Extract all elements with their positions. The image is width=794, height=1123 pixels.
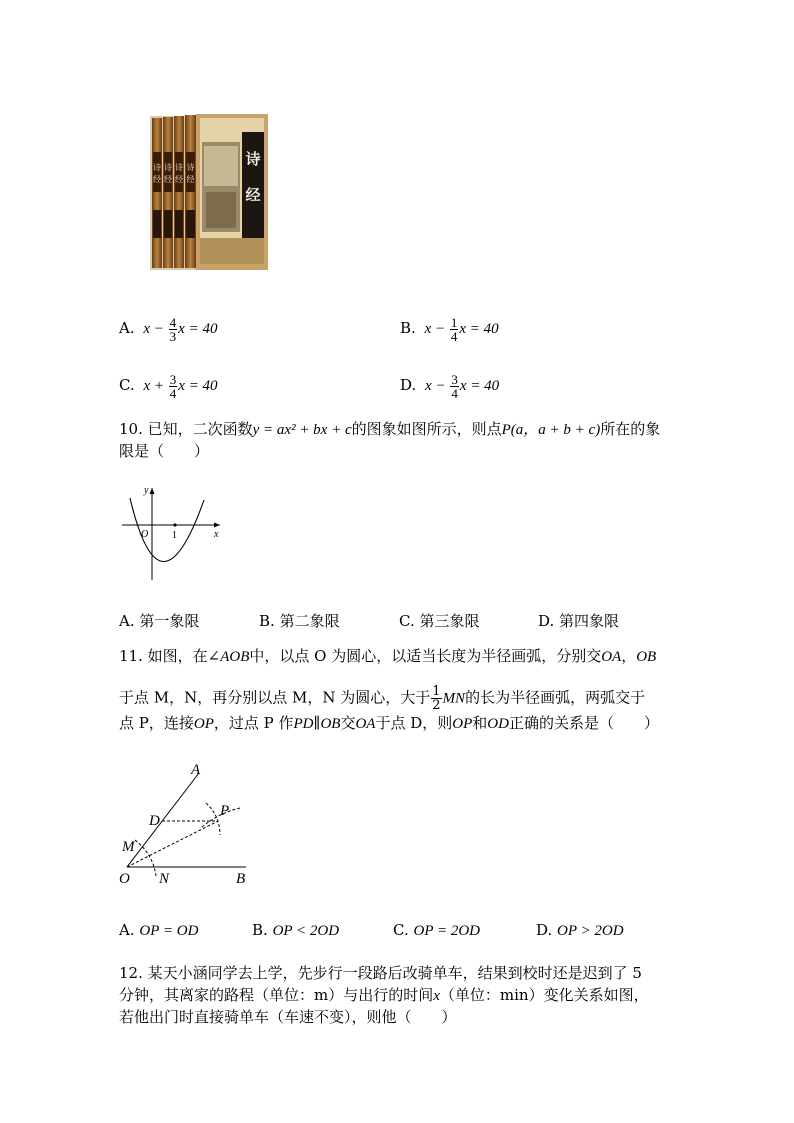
option-label: C. [393, 921, 409, 939]
y-axis-arrow-icon [150, 488, 155, 494]
q11-text: 中，以点 O 为圆心，以适当长度为半径画弧，分别交 [249, 647, 602, 665]
label-a: A [191, 762, 201, 778]
q11-math: MN [442, 690, 466, 707]
q9-option-b[interactable] [400, 316, 499, 343]
segment-op [127, 821, 218, 867]
book-set-image [148, 112, 270, 272]
q10-text: 10. 已知，二次函数 [119, 420, 253, 438]
q11-math: ∠AOB [207, 649, 250, 665]
q11-text: 于点 M，N，再分别以点 M，N 为圆心，大于 [119, 688, 431, 707]
q10-option-a[interactable] [119, 610, 199, 631]
q10-function: y = ax² + bx + c [252, 422, 352, 438]
q11-option-a[interactable] [119, 921, 198, 940]
q11-text: 正确的关系是（ ） [508, 714, 659, 732]
arc-from-m [206, 803, 220, 835]
book-spines [152, 115, 196, 268]
option-text: OP > 2OD [557, 923, 624, 939]
label-d: D [149, 813, 160, 829]
option-text: 第三象限 [419, 612, 480, 630]
q11-stem-line1 [119, 649, 656, 665]
tick-1-point [173, 523, 176, 526]
q10-option-b[interactable] [259, 610, 340, 631]
spine-text-2: 经 [153, 175, 161, 184]
option-expr-pre: x − [424, 320, 449, 337]
option-text: 第四象限 [559, 612, 620, 630]
frac-den: 2 [432, 698, 441, 713]
q11-option-d[interactable] [536, 921, 624, 940]
q11-stem-line2 [119, 685, 645, 712]
tick-label-1: 1 [172, 530, 177, 541]
frac-den: 4 [451, 386, 458, 401]
option-label: C. [399, 612, 415, 630]
option-label: A. [119, 318, 135, 337]
q10-point: P(a，a + b + c) [501, 422, 601, 438]
q11-text: 的长为半径画弧，两弧交于 [465, 688, 646, 707]
q12-stem-line3: 若他出门时直接骑单车（车速不变），则他（ ） [119, 1008, 457, 1026]
option-text: OP = OD [139, 923, 199, 939]
option-label: D. [536, 921, 553, 939]
q9-option-c[interactable] [119, 373, 218, 400]
q11-option-b[interactable] [252, 921, 339, 940]
frac-num: 3 [169, 372, 177, 387]
option-text: OP < 2OD [272, 923, 340, 939]
q11-math: PD∥OB [293, 716, 341, 732]
q11-text: 交 [340, 714, 356, 732]
option-expr-post: x = 40 [178, 377, 218, 394]
q11-text: ， [621, 647, 637, 665]
option-label: A. [119, 612, 135, 630]
origin-label: O [141, 529, 149, 540]
q11-math: OP [452, 716, 473, 732]
q12-text: （单位：min）变化关系如图， [439, 986, 649, 1004]
q11-math: OB [636, 649, 657, 665]
q11-option-c[interactable] [393, 921, 480, 940]
q9-option-d[interactable] [400, 373, 499, 400]
frac-num: 1 [432, 684, 441, 699]
q11-angle-construction-figure [116, 758, 261, 890]
cover-title-2: 经 [245, 188, 261, 204]
label-m: M [122, 839, 135, 855]
q12-stem-line2 [119, 988, 649, 1004]
spine-text-1: 诗 [153, 163, 161, 172]
q11-text: 点 P，连接 [119, 714, 194, 732]
q10-option-c[interactable] [399, 610, 480, 631]
label-b: B [236, 871, 246, 887]
frac-num: 3 [451, 372, 458, 387]
frac-num: 4 [169, 315, 177, 330]
q11-text: ，过点 P 作 [213, 714, 294, 732]
option-label: D. [538, 612, 555, 630]
option-label: B. [259, 612, 275, 630]
option-text: OP = 2OD [413, 923, 481, 939]
q11-math: OD [487, 716, 509, 732]
frac-den: 3 [169, 329, 177, 344]
label-n: N [159, 871, 170, 887]
q11-math: OA [601, 649, 622, 665]
q10-parabola-graph [118, 484, 228, 584]
q12-text: 分钟，其离家的路程（单位：m）与出行的时间 [119, 986, 434, 1004]
x-axis-arrow-icon [214, 523, 220, 528]
q10-option-d[interactable] [538, 610, 619, 631]
option-label: B. [252, 921, 268, 939]
spine-text-3: 诗 [164, 163, 172, 172]
y-axis-label: y [144, 485, 149, 496]
q11-text: 和 [472, 714, 488, 732]
q11-text: 于点 D，则 [375, 714, 453, 732]
option-label: B. [400, 318, 416, 337]
q12-math: x [433, 988, 440, 1004]
option-label: C. [119, 375, 135, 394]
q10-stem-line1 [119, 422, 660, 438]
q9-option-a[interactable] [119, 316, 217, 343]
cover-title-1: 诗 [245, 152, 261, 168]
q10-stem-line2: 限是（ ） [119, 442, 210, 460]
ray-oa [127, 773, 199, 867]
frac-den: 4 [169, 386, 177, 401]
q12-stem-line1: 12. 某天小涵同学去上学，先步行一段路后改骑单车，结果到校时还是迟到了 5 [119, 964, 642, 982]
option-expr-post: x = 40 [459, 320, 499, 337]
option-expr-pre: x − [425, 377, 450, 394]
q11-math: OP [193, 716, 214, 732]
q10-text: 所在的象 [600, 420, 661, 438]
spine-text-6: 经 [175, 175, 183, 184]
spine-text-8: 经 [186, 175, 195, 184]
frac-num: 1 [450, 315, 458, 330]
q10-text: 的图象如图所示，则点 [351, 420, 502, 438]
label-p: P [220, 803, 230, 819]
option-expr-post: x = 40 [459, 377, 500, 394]
option-expr-pre: x − [143, 320, 168, 337]
spine-text-4: 经 [164, 175, 172, 184]
option-text: 第二象限 [279, 612, 340, 630]
q11-text: 11. 如图，在 [119, 647, 208, 665]
q11-stem-line3 [119, 716, 659, 732]
frac-den: 4 [450, 329, 458, 344]
option-text: 第一象限 [139, 612, 200, 630]
option-expr-post: x = 40 [178, 320, 218, 337]
q11-math: OA [355, 716, 376, 732]
option-label: D. [400, 375, 417, 394]
label-o: O [119, 871, 130, 887]
spine-text-7: 诗 [186, 163, 195, 172]
spine-text-5: 诗 [175, 163, 183, 172]
option-label: A. [119, 921, 135, 939]
x-axis-label: x [214, 529, 219, 540]
option-expr-pre: x + [143, 377, 168, 394]
